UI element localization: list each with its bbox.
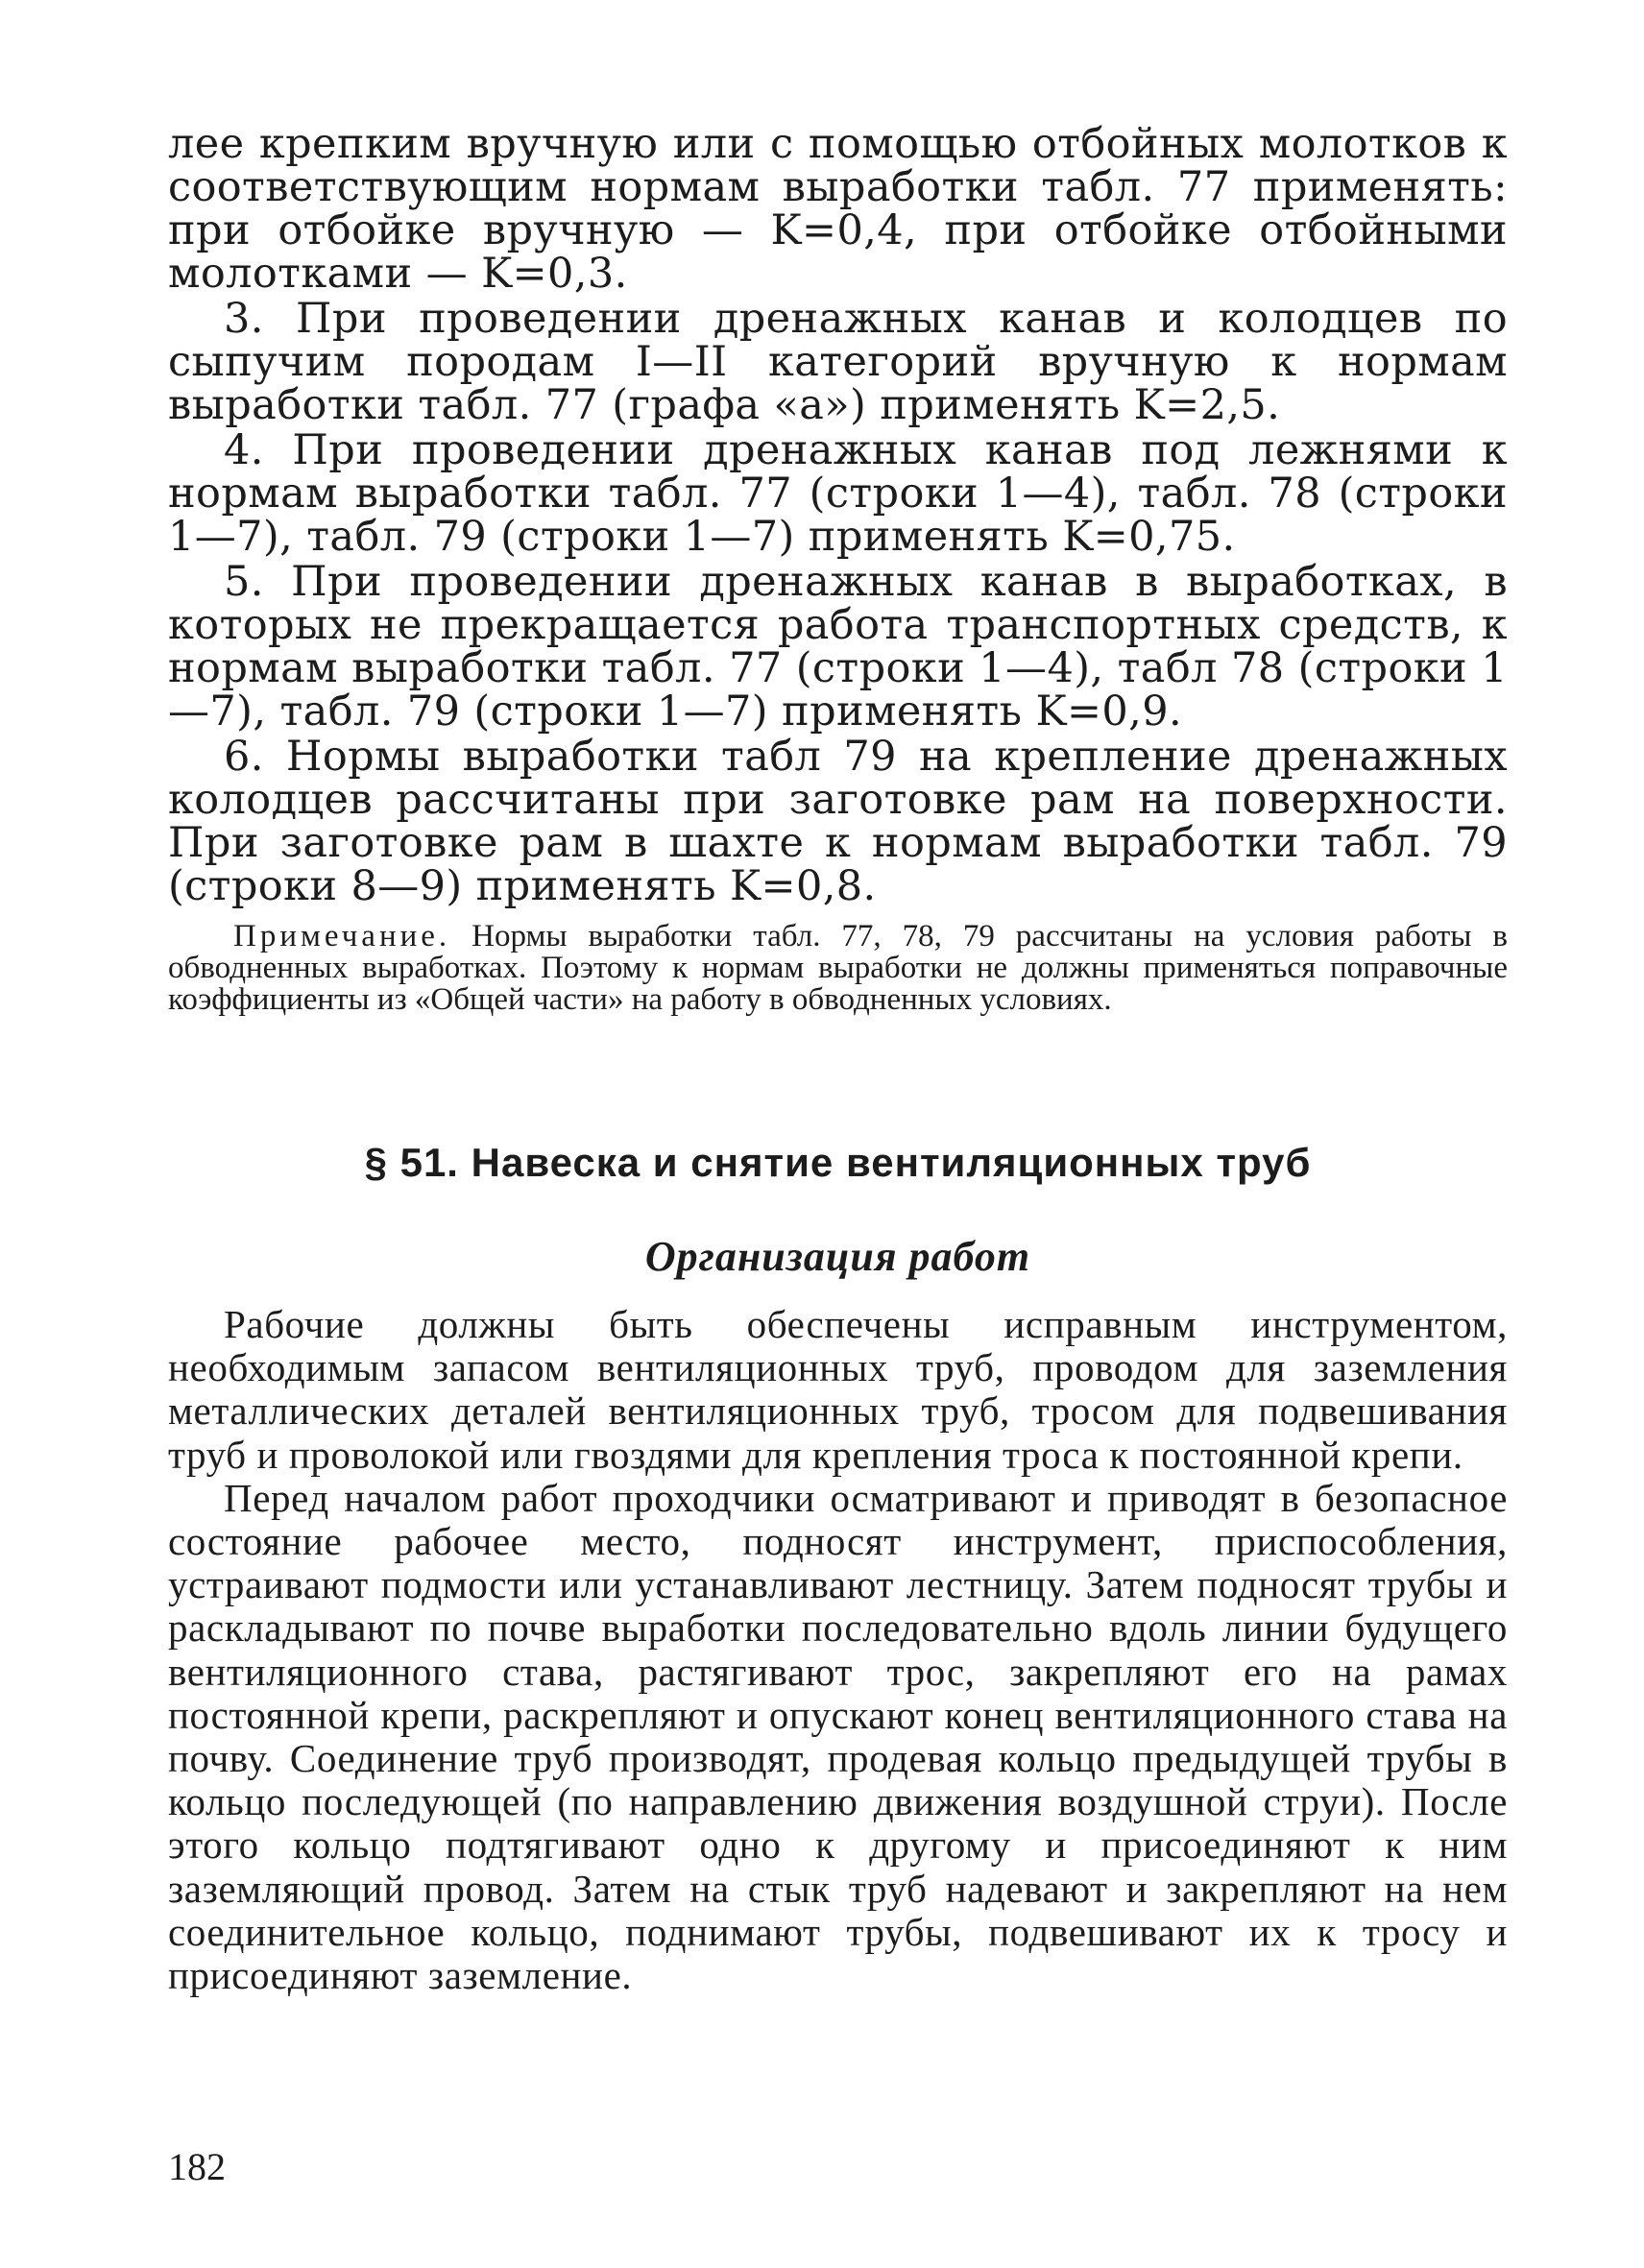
rule-5: 5. При проведении дренажных канав в выработках, в которых не прекращается работа транспортных средств, к нормам выработки табл. 77 (строки 1—4), табл 78 (строки 1—7), табл. 79 (строки 1—7) применять K=0,9. [168, 558, 1508, 736]
note-text: Нормы выработки табл. 77, 78, 79 рассчитаны на условия работы в обводненных выработках. Поэтому к нормам выработки не должны применяться поправочные коэффициенты из «Общей части» на работу в обводненных условиях. [168, 919, 1508, 1017]
rule-4: 4. При проведении дренажных канав под лежнями к нормам выработки табл. 77 (строки 1—4), табл. 78 (строки 1—7), табл. 79 (строки 1—7) применять K=0,75. [168, 426, 1508, 561]
note-paragraph [168, 921, 1508, 1016]
note-block [168, 921, 1508, 1016]
section-subtitle: Организация работ [644, 1233, 1031, 1280]
paragraph-continuation: лее крепким вручную или с помощью отбойных молотков к соответствующим нормам выработки табл. 77 применять: при отбойке вручную — K=0,4, при отбойке отбойными молотками — K=0,3. [168, 120, 1508, 298]
section-body [168, 1303, 1508, 1997]
note-label: Примечание. [233, 919, 451, 953]
body-paragraph-1: Рабочие должны быть обеспечены исправным инструментом, необходимым запасом вентиляционных труб, проводом для заземления металлических деталей вентиляционных труб, тросом для подвешивания труб и проволокой или гвоздями для крепления троса к постоянной крепи. [168, 1302, 1508, 1477]
body-paragraph-2: Перед началом работ проходчики осматривают и приводят в безопасное состояние рабочее место, подносят инструмент, приспособления, устраивают подмости или устанавливают лестницу. Затем подносят трубы и раскладывают по почве выработки последовательно вдоль линии будущего вентиляционного става, растягивают трос, закрепляют его на рамах постоянной крепи, раскрепляют и опускают конец вентиляционного става на почву. Соединение труб производят, продевая кольцо предыдущей трубы в кольцо последующей (по направлению движения воздушной струи). После этого кольцо подтягивают одно к другому и присоединяют к ним заземляющий провод. Затем на стык труб надевают и закрепляют на нем соединительное кольцо, поднимают трубы, подвешивают их к тросу и присоединяют заземление. [168, 1475, 1508, 1998]
section-title: § 51. Навеска и снятие вентиляционных труб [364, 1140, 1312, 1185]
page-number: 182 [168, 2145, 226, 2188]
rule-6: 6. Нормы выработки табл 79 на крепление дренажных колодцев рассчитаны при заготовке рам на поверхности. При заготовке рам в шахте к нормам выработки табл. 79 (строки 8—9) применять K=0,8. [168, 733, 1508, 910]
coefficient-rules [168, 120, 1508, 910]
rule-3: 3. При проведении дренажных канав и колодцев по сыпучим породам I—II категорий вручную к нормам выработки табл. 77 (графа «а») применять K=2,5. [168, 295, 1508, 429]
